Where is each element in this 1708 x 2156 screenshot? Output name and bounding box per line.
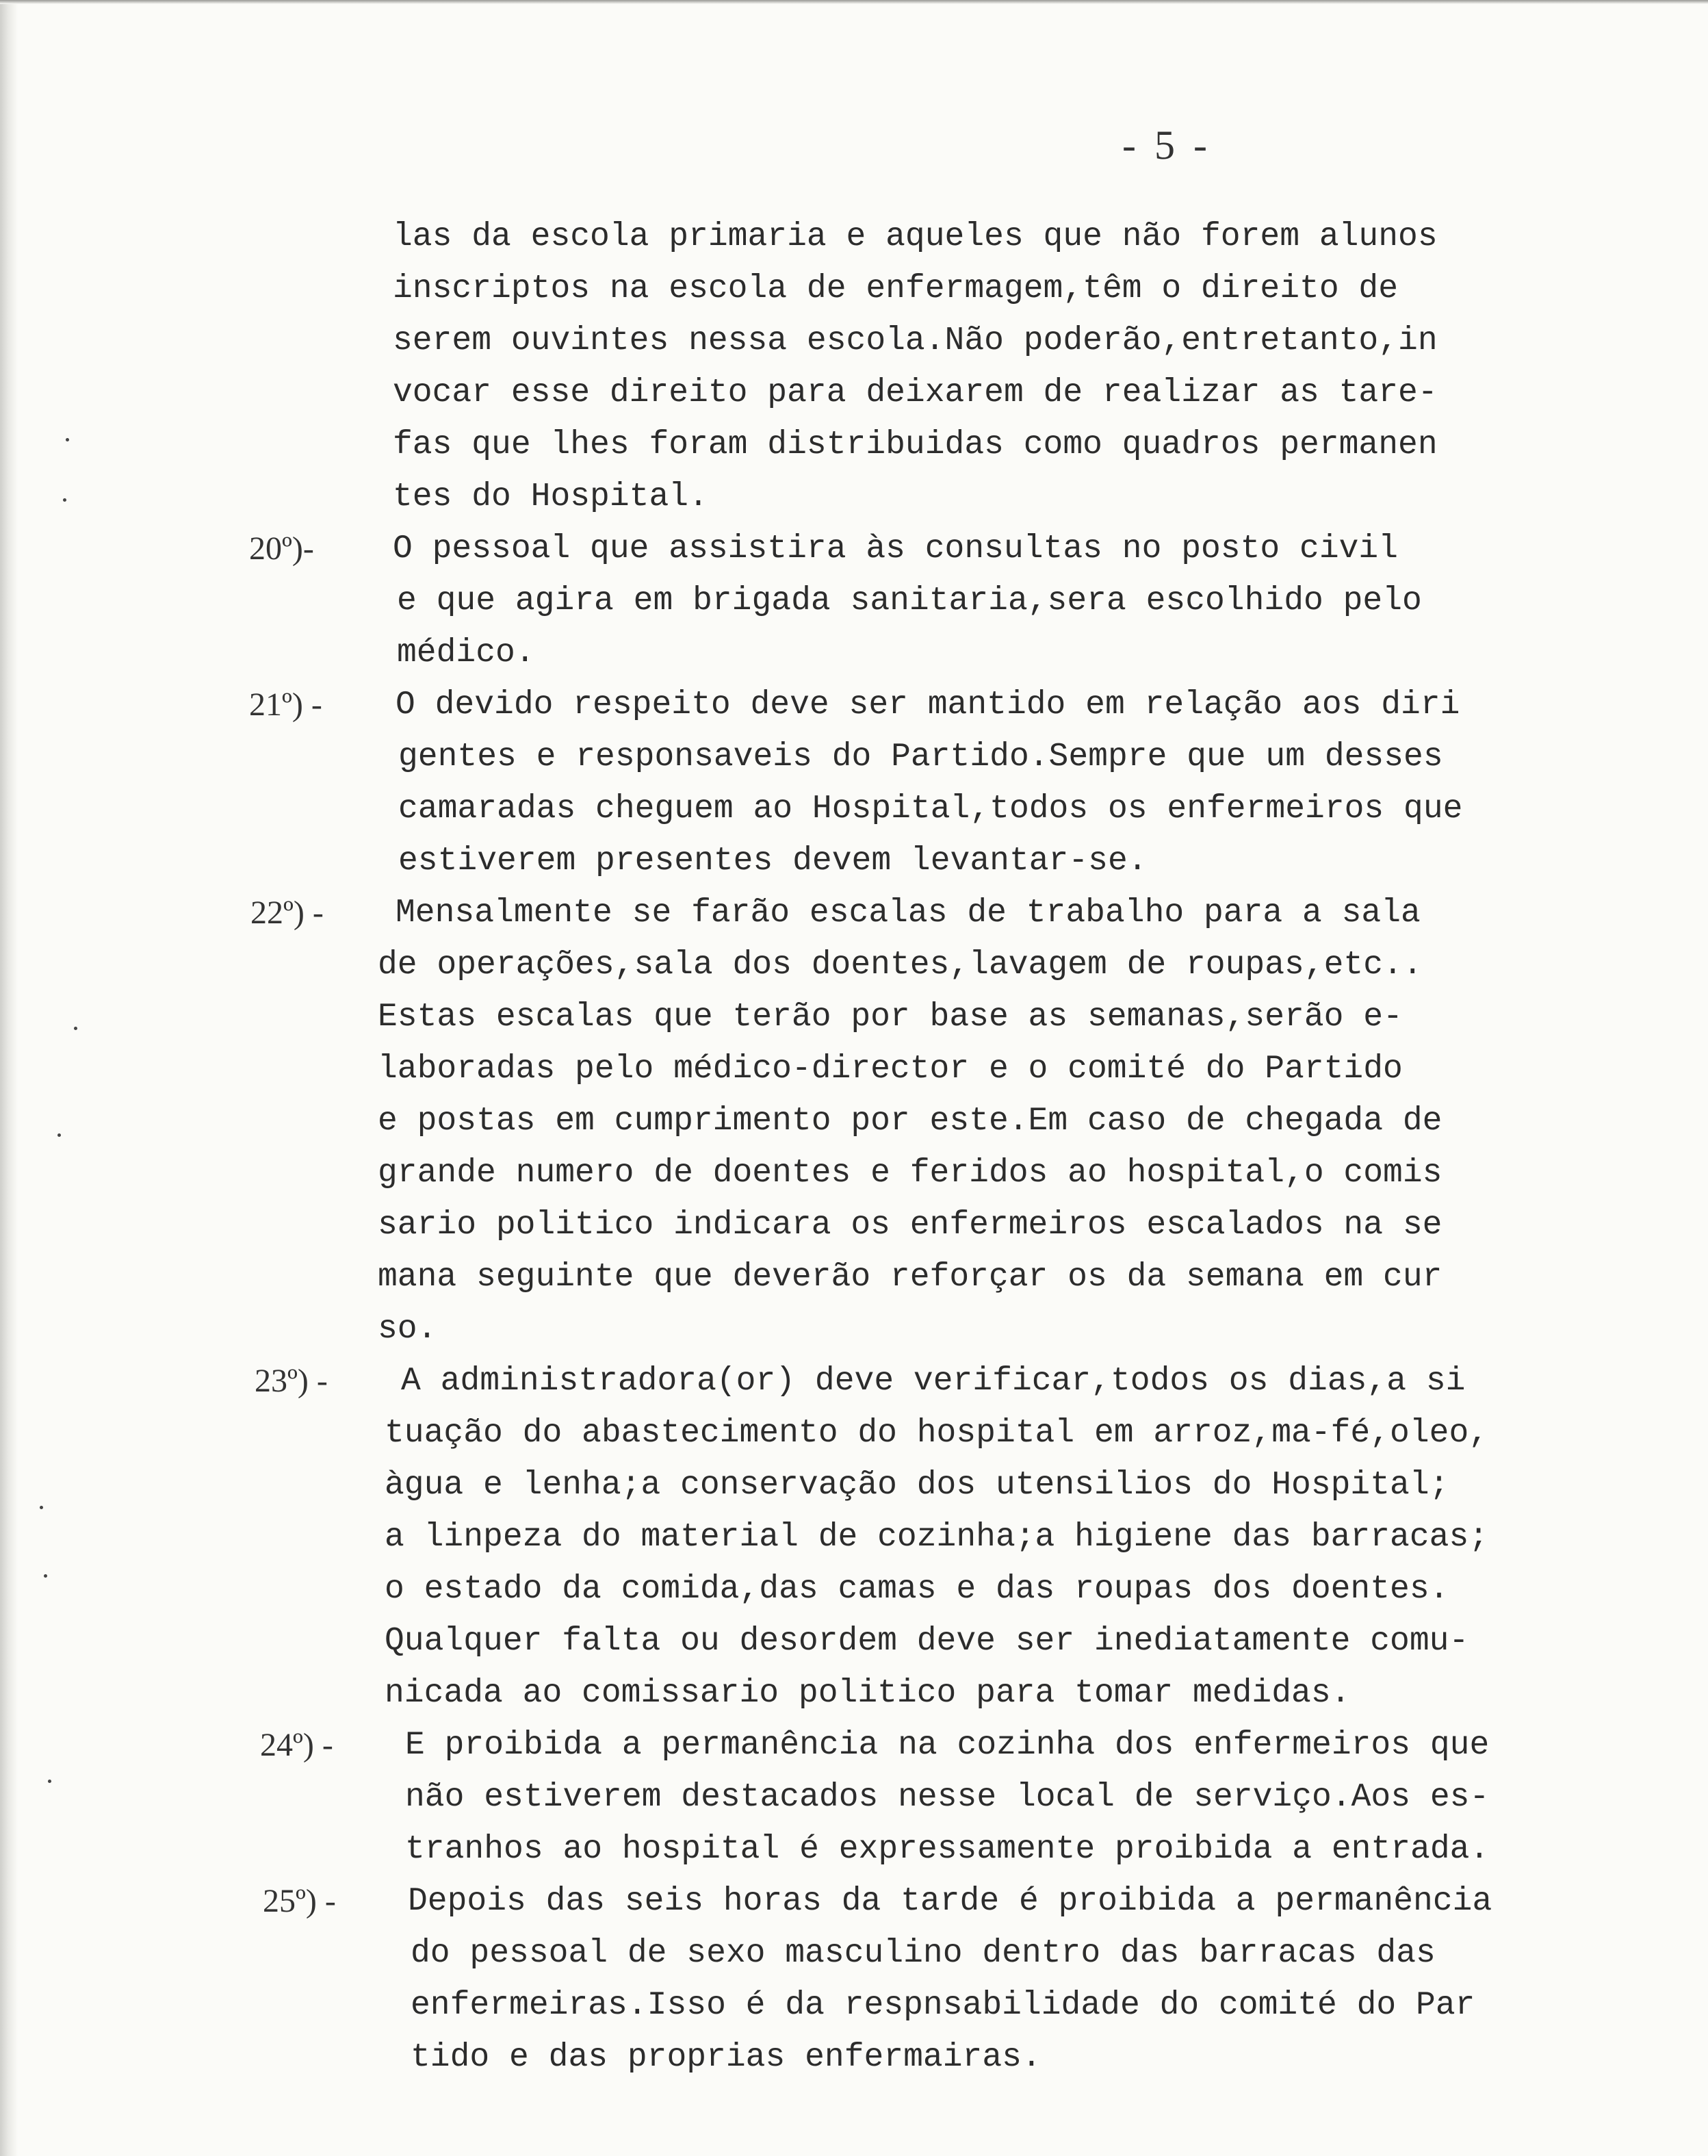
text-line: A administradora(or) deve verificar,todos os dias,a si [401,1363,1466,1400]
text-line: tes do Hospital. [393,478,708,515]
text-line: tranhos ao hospital é expressamente proibida a entrada. [405,1831,1490,1868]
text-line: las da escola primaria e aqueles que não forem alunos [393,218,1438,255]
text-line: inscriptos na escola de enfermagem,têm o direito de [393,270,1399,307]
scan-speck [74,1027,77,1030]
text-line: E proibida a permanência na cozinha dos enfermeiros que [405,1727,1490,1764]
item-number: 22º) - [250,895,324,931]
text-line: tido e das proprias enfermairas. [411,2039,1041,2076]
text-line: Mensalmente se farão escalas de trabalho para a sala [396,895,1421,932]
item-number: 20º)- [249,530,314,567]
scan-speck [40,1506,43,1509]
scan-speck [48,1780,51,1783]
text-line: Qualquer falta ou desordem deve ser inediatamente comu- [385,1623,1469,1660]
text-line: sario politico indicara os enfermeiros escalados na se [378,1207,1442,1244]
page-number: - 5 - [1122,123,1211,168]
text-line: do pessoal de sexo masculino dentro das barracas das [411,1935,1436,1972]
item-number: 24º) - [260,1727,333,1763]
text-line: e que agira em brigada sanitaria,sera escolhido pelo [397,582,1422,619]
text-line: Depois das seis horas da tarde é proibida a permanência [408,1883,1492,1920]
scan-speck [63,498,66,502]
text-line: o estado da comida,das camas e das roupas dos doentes. [385,1571,1449,1608]
text-line: Estas escalas que terão por base as semanas,serão e- [378,999,1403,1036]
text-line: a linpeza do material de cozinha;a higiene das barracas; [385,1519,1489,1556]
item-number: 25º) - [263,1883,336,1919]
item-number: 21º) - [249,686,322,723]
text-line: àgua e lenha;a conservação dos utensilios do Hospital; [385,1467,1449,1504]
text-line: não estiverem destacados nesse local de serviço.Aos es- [405,1779,1490,1816]
text-line: camaradas cheguem ao Hospital,todos os enfermeiros que [398,791,1463,827]
text-line: fas que lhes foram distribuidas como quadros permanen [393,426,1438,463]
text-line: gentes e responsaveis do Partido.Sempre que um desses [398,739,1443,775]
text-line: nicada ao comissario politico para tomar medidas. [385,1675,1351,1712]
scan-top-edge [0,0,1708,4]
text-line: O devido respeito deve ser mantido em relação aos diri [396,686,1460,723]
text-line: médico. [397,634,535,671]
text-line: tuação do abastecimento do hospital em arroz,ma-fé,oleo, [385,1415,1489,1452]
scan-speck [66,438,69,441]
text-line: mana seguinte que deverão reforçar os da semana em cur [378,1259,1442,1296]
text-line: vocar esse direito para deixarem de realizar as tare- [393,374,1438,411]
scan-left-edge [0,0,18,2156]
text-line: grande numero de doentes e feridos ao hospital,o comis [378,1155,1442,1192]
text-line: laboradas pelo médico-director e o comité do Partido [378,1051,1403,1088]
text-line: de operações,sala dos doentes,lavagem de roupas,etc.. [378,947,1423,984]
text-line: e postas em cumprimento por este.Em caso de chegada de [378,1103,1442,1140]
scan-speck [57,1133,61,1137]
text-line: serem ouvintes nessa escola.Não poderão,entretanto,in [393,322,1438,359]
text-line: enfermeiras.Isso é da respnsabilidade do comité do Par [411,1987,1475,2024]
text-line: O pessoal que assistira às consultas no posto civil [393,530,1399,567]
text-line: so. [378,1311,437,1348]
scan-speck [44,1574,47,1578]
item-number: 23º) - [255,1363,328,1399]
text-line: estiverem presentes devem levantar-se. [398,843,1148,880]
